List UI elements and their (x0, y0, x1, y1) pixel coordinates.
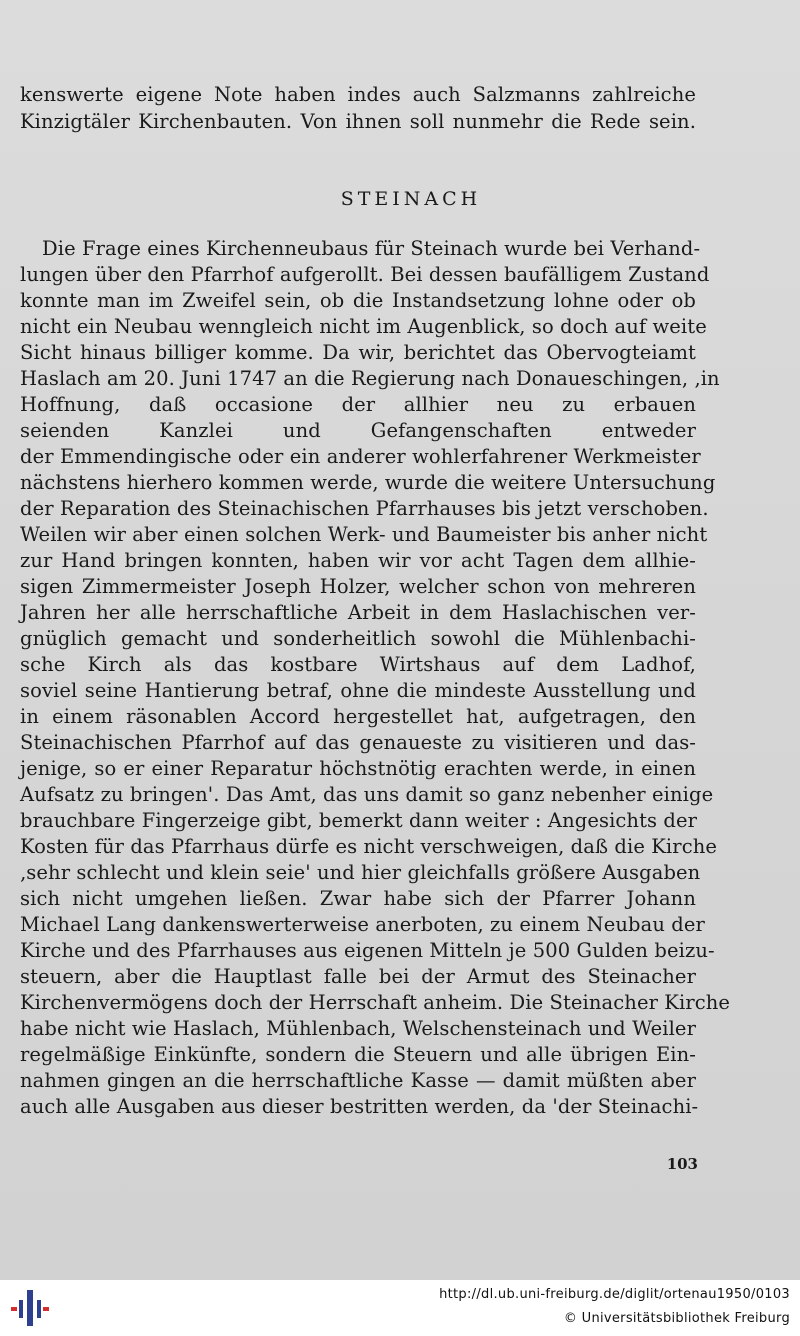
footer-bar (0, 1280, 800, 1336)
body-line: Steinachischen Pfarrhof auf das genaueste zu visitieren und das- (20, 731, 696, 754)
body-line: Michael Lang dankenswerterweise anerboten, zu einem Neubau der (20, 913, 705, 936)
body-line: lungen über den Pfarrhof aufgerollt. Bei dessen baufälligem Zustand (20, 263, 710, 286)
body-line: gnüglich gemacht und sonderheitlich sowohl die Mühlenbachi- (20, 627, 696, 650)
body-line: Kirche und des Pfarrhauses aus eigenen Mitteln je 500 Gulden beizu- (20, 939, 715, 962)
page-number: 103 (666, 1155, 698, 1173)
body-line: konnte man im Zweifel sein, ob die Instandsetzung lohne oder ob (20, 289, 696, 312)
body-line: der Emmendingische oder ein anderer wohlerfahrener Werkmeister (20, 445, 701, 468)
body-line: Die Frage eines Kirchenneubaus für Steinach wurde bei Verhand- (42, 237, 701, 260)
library-logo-icon (10, 1288, 50, 1328)
body-line: jenige, so er einer Reparatur höchstnötig erachten werde, in einen (20, 757, 696, 780)
body-line: brauchbare Fingerzeige gibt, bemerkt dann weiter : Angesichts der (20, 809, 698, 832)
body-line: nächstens hierhero kommen werde, wurde die weitere Untersuchung (20, 471, 716, 494)
intro-line-2: Kinzigtäler Kirchenbauten. Von ihnen soll nunmehr die Rede sein. (20, 110, 696, 133)
intro-line-1: kenswerte eigene Note haben indes auch Salzmanns zahlreiche (20, 83, 696, 106)
body-line: nahmen gingen an die herrschaftliche Kasse — damit müßten aber (20, 1069, 696, 1092)
body-line: Kirchenvermögens doch der Herrschaft anheim. Die Steinacher Kirche (20, 991, 731, 1014)
body-line: Haslach am 20. Juni 1747 an die Regierung nach Donaueschingen, ‚in (20, 367, 720, 390)
body-line: auch alle Ausgaben aus dieser bestritten werden, da 'der Steinachi- (20, 1095, 699, 1118)
body-line: sche Kirch als das kostbare Wirtshaus auf dem Ladhof, (20, 653, 696, 676)
section-heading: STEINACH (340, 188, 482, 210)
body-line: steuern, aber die Hauptlast falle bei der Armut des Steinacher (20, 965, 696, 988)
body-line: regelmäßige Einkünfte, sondern die Steuern und alle übrigen Ein- (20, 1043, 696, 1066)
body-line: nicht ein Neubau wenngleich nicht im Augenblick, so doch auf weite (20, 315, 707, 338)
body-line: soviel seine Hantierung betraf, ohne die mindeste Ausstellung und (20, 679, 696, 702)
body-line: zur Hand bringen konnten, haben wir vor acht Tagen dem allhie- (20, 549, 696, 572)
body-line: Aufsatz zu bringen'. Das Amt, das uns damit so ganz nebenher einige (20, 783, 714, 806)
body-line: sich nicht umgehen ließen. Zwar habe sich der Pfarrer Johann (20, 887, 696, 910)
body-line: Jahren her alle herrschaftliche Arbeit in dem Haslachischen ver- (20, 601, 696, 624)
body-line: Hoffnung, daß occasione der allhier neu zu erbauen (20, 393, 696, 416)
body-line: Weilen wir aber einen solchen Werk- und Baumeister bis anher nicht (20, 523, 708, 546)
body-line: Sicht hinaus billiger komme. Da wir, berichtet das Obervogteiamt (20, 341, 696, 364)
source-url[interactable]: http://dl.ub.uni-freiburg.de/diglit/ortenau1950/0103 (439, 1287, 790, 1302)
body-line: Kosten für das Pfarrhaus dürfe es nicht verschweigen, daß die Kirche (20, 835, 718, 858)
copyright-notice: © Universitätsbibliothek Freiburg (563, 1311, 790, 1326)
body-line: der Reparation des Steinachischen Pfarrhauses bis jetzt verschoben. (20, 497, 709, 520)
body-line: seienden Kanzlei und Gefangenschaften entweder (20, 419, 696, 442)
body-line: habe nicht wie Haslach, Mühlenbach, Welschensteinach und Weiler (20, 1017, 696, 1040)
body-line: ‚sehr schlecht und klein seie' und hier gleichfalls größere Ausgaben (20, 861, 701, 884)
body-line: sigen Zimmermeister Joseph Holzer, welcher schon von mehreren (20, 575, 696, 598)
body-line: in einem räsonablen Accord hergestellet hat, aufgetragen, den (20, 705, 696, 728)
